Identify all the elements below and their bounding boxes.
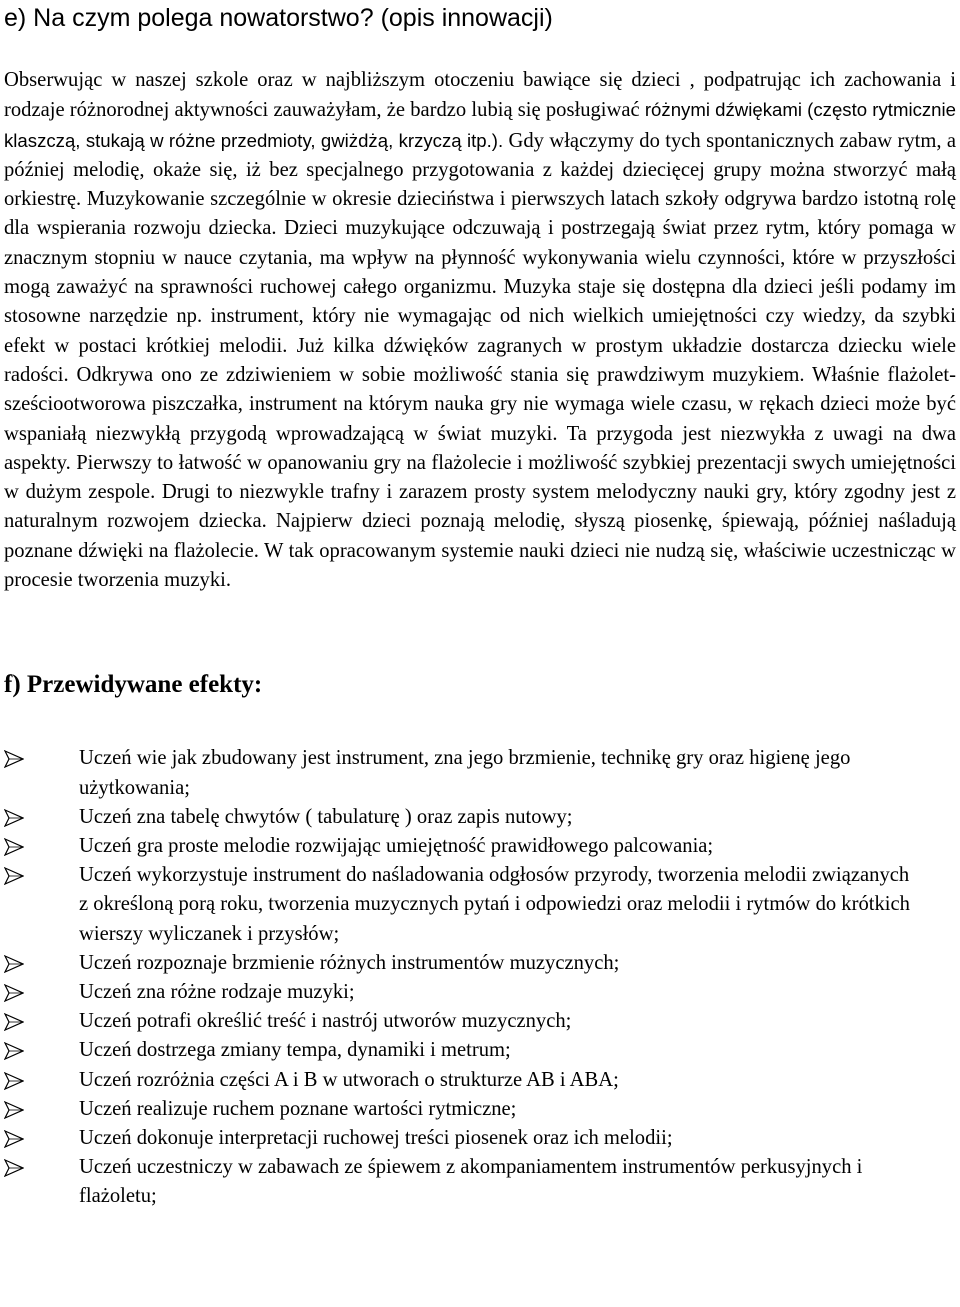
arrowhead-bullet-icon xyxy=(4,1013,24,1031)
effect-list-item xyxy=(4,744,956,802)
effect-list-item xyxy=(4,832,956,861)
effect-text: Uczeń zna różne rodzaje muzyki; xyxy=(79,980,355,1003)
effect-list-item xyxy=(4,949,956,978)
effect-list-item xyxy=(4,1124,956,1153)
section-f-heading: f) Przewidywane efekty: xyxy=(4,671,263,699)
paragraph-part-1: Obserwując w naszej szkole oraz w najbliższym otoczeniu bawiące się dzieci , podpatrując ich zachowania i rodzaje różnorodnej aktywności zauważyłam, że bardzo lubią się posługiwać xyxy=(4,69,956,122)
document-page xyxy=(4,0,956,1212)
effect-text: Uczeń dokonuje interpretacji ruchowej treści piosenek oraz ich melodii; xyxy=(79,1126,673,1149)
effect-text: Uczeń rozróżnia części A i B w utworach o strukturze AB i ABA; xyxy=(79,1068,619,1091)
effect-list-item xyxy=(4,1153,956,1211)
effect-text: Uczeń zna tabelę chwytów ( tabulaturę ) oraz zapis nutowy; xyxy=(79,805,573,828)
effect-list-item xyxy=(4,978,956,1007)
arrowhead-bullet-icon xyxy=(4,1101,24,1119)
arrowhead-bullet-icon xyxy=(4,809,24,827)
effect-list-item xyxy=(4,1036,956,1065)
effect-text: Uczeń rozpoznaje brzmienie różnych instrumentów muzycznych; xyxy=(79,951,620,974)
effect-text: Uczeń gra proste melodie rozwijając umiejętność prawidłowego palcowania; xyxy=(79,834,714,857)
arrowhead-bullet-icon xyxy=(4,1042,24,1060)
effect-text: Uczeń wie jak zbudowany jest instrument, zna jego brzmienie, technikę gry oraz higienę jego użytkowania; xyxy=(79,747,851,799)
section-e-heading: e) Na czym polega nowatorstwo? (opis innowacji) xyxy=(4,4,553,32)
effect-text: Uczeń potrafi określić treść i nastrój utworów muzycznych; xyxy=(79,1010,572,1033)
effect-list-item xyxy=(4,1066,956,1095)
effect-list-item xyxy=(4,1007,956,1036)
arrowhead-bullet-icon xyxy=(4,955,24,973)
effect-text: Uczeń wykorzystuje instrument do naśladowania odgłosów przyrody, tworzenia melodii związanych z określoną porą roku, tworzenia muzycznych pytań i odpowiedzi oraz melodii i rytmów do krótkich wierszy wyliczanek i przysłów; xyxy=(79,864,910,945)
arrowhead-bullet-icon xyxy=(4,838,24,856)
arrowhead-bullet-icon xyxy=(4,1130,24,1148)
effect-list-item xyxy=(4,803,956,832)
effect-text: Uczeń uczestniczy w zabawach ze śpiewem z akompaniamentem instrumentów perkusyjnych i flażoletu; xyxy=(79,1156,863,1208)
effects-list xyxy=(4,744,956,1211)
effect-list-item xyxy=(4,1095,956,1124)
paragraph-part-2: różnymi dźwiękami (często rytmicznie klaszczą, stukają w różne przedmioty, gwiżdżą, krzyczą itp.). xyxy=(4,99,956,151)
arrowhead-bullet-icon xyxy=(4,1072,24,1090)
section-e-paragraph xyxy=(4,66,956,595)
arrowhead-bullet-icon xyxy=(4,750,24,768)
effect-list-item xyxy=(4,861,956,949)
arrowhead-bullet-icon xyxy=(4,867,24,885)
effect-text: Uczeń realizuje ruchem poznane wartości rytmiczne; xyxy=(79,1097,517,1120)
arrowhead-bullet-icon xyxy=(4,984,24,1002)
arrowhead-bullet-icon xyxy=(4,1159,24,1177)
effect-text: Uczeń dostrzega zmiany tempa, dynamiki i metrum; xyxy=(79,1039,511,1062)
paragraph-part-3: Gdy włączymy do tych spontanicznych zabaw rytm, a później melodię, okaże się, iż bez specjalnego przygotowania z każdej dziecięcej grupy można stworzyć małą orkiestrę. Muzykowanie szczególnie w okresie dzieciństwa i pierwszych latach szkoły odgrywa bardzo istotną rolę dla wspierania rozwoju dziecka. Dzieci muzykujące odczuwają i postrzegają świat przez rytm, który pomaga w znacznym stopniu w nauce czytania, ma wpływ na płynność wykonywania wielu czynności, które w przyszłości mogą zaważyć na sprawności ruchowej całego organizmu. Muzyka staje się dostępna dla dzieci jeśli podamy im stosowne narzędzie np. instrument, który nie wymagając od nich wielkich umiejętności czy wiedzy, da szybki efekt w postaci krótkiej melodii. Już kilka dźwięków zagranych w prostym układzie dostarcza dziecku wiele radości. Odkrywa ono ze zdziwieniem w sobie możliwość stania się prawdziwym muzykiem. Właśnie flażolet- sześciootworowa piszczałka, instrument na którym nauka gry nie wymaga wiele czasu, w rękach dzieci może być wspaniałą niezwykłą przygodą wprowadzającą w świat muzyki. Ta przygoda jest niezwykła z uwagi na dwa aspekty. Pierwszy to łatwość w opanowaniu gry na flażolecie i możliwość szybkiej prezentacji swych umiejętności w dużym zespole. Drugi to niezwykle trafny i zarazem prosty system melodyczny nauki gry, który zgodny jest z naturalnym rozwojem dziecka. Najpierw dzieci poznają melodię, słyszą piosenkę, śpiewają, później naśladują poznane dźwięki na flażolecie. W tak opracowanym systemie nauki dzieci nie nudzą się, właściwie uczestnicząc w procesie tworzenia muzyki. xyxy=(4,129,957,592)
